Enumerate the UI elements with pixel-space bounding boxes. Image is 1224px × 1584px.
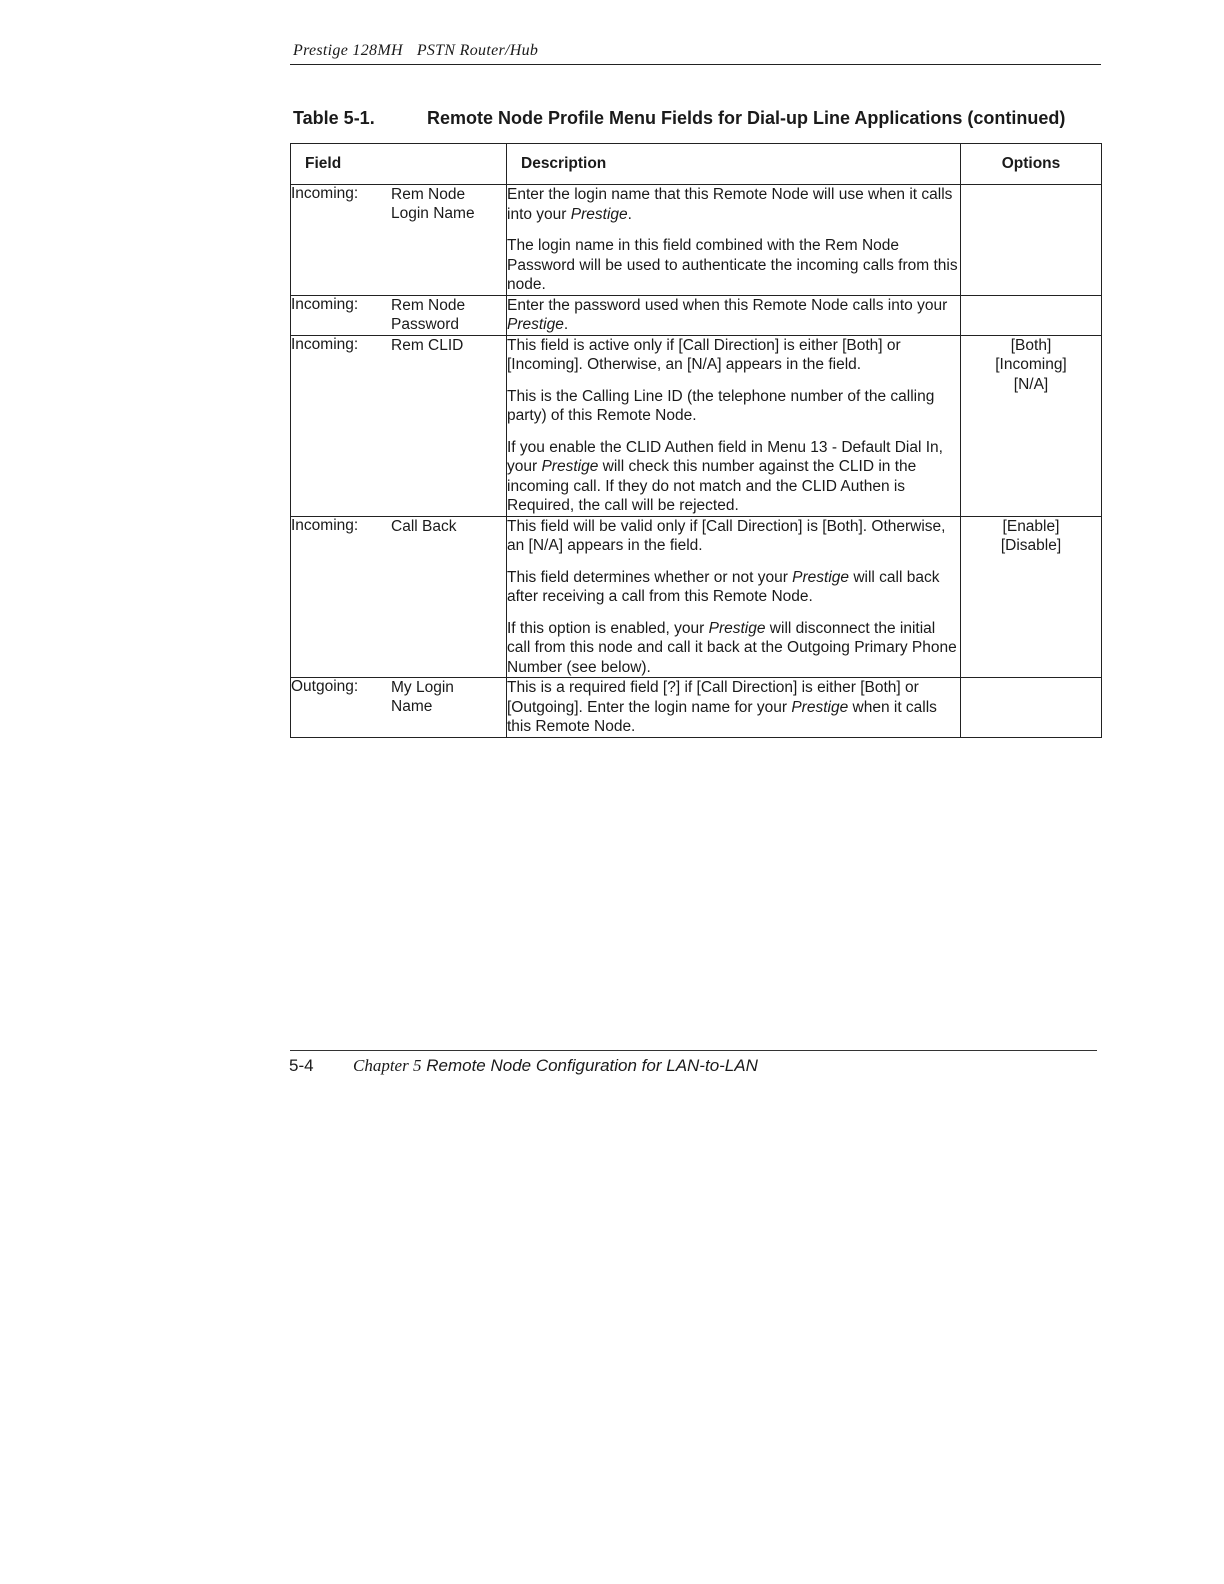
product-name-emphasis: Prestige [791, 698, 849, 716]
field-direction: Incoming: [291, 335, 359, 353]
field-name-line: Rem CLID [391, 336, 464, 354]
description-text: This is a required field [?] if [Call Direction] is either [Both] or [Outgoing]. Enter the login name for your [507, 679, 919, 716]
description-paragraph [507, 438, 960, 516]
description-text: . [627, 205, 632, 223]
field-name [391, 336, 463, 355]
page-number: 5-4 [289, 1056, 314, 1075]
table-caption [293, 108, 1103, 129]
option-value: [Both] [1010, 336, 1052, 354]
options-cell [961, 185, 1102, 296]
table-header-row [291, 144, 1102, 185]
description-text: Enter the login name that this Remote Node will use when it calls into your [507, 186, 953, 223]
product-name-emphasis: Prestige [507, 316, 564, 333]
footer-chapter: Chapter 5 [353, 1056, 422, 1075]
description-text: . [563, 316, 569, 333]
table-row [291, 678, 1102, 738]
options-cell [961, 295, 1102, 335]
field-direction: Outgoing: [291, 678, 359, 695]
footer-rule [290, 1050, 1097, 1051]
description-text: This field determines whether or not your [507, 568, 793, 586]
description-text: If this option is enabled, your [507, 619, 709, 637]
description-cell [507, 185, 961, 296]
field-name-line: Login Name [391, 205, 475, 222]
table-row [291, 295, 1102, 335]
field-name-line: Rem Node [391, 296, 466, 314]
options-cell [961, 335, 1102, 516]
field-name [391, 678, 454, 716]
field-direction: Incoming: [291, 516, 359, 534]
option-value: [N/A] [1013, 375, 1049, 393]
table-row [291, 335, 1102, 516]
description-text: will check this number against the CLID in the incoming call. If they do not match and the CLID Authen is Required, the call will be rejected. [507, 458, 917, 514]
options-cell [961, 678, 1102, 738]
product-name-emphasis: Prestige [541, 458, 599, 475]
fields-table [290, 143, 1102, 738]
field-name-line: Password [391, 315, 460, 333]
header-subtitle: PSTN Router/Hub [416, 42, 539, 59]
option-value: [Disable] [1000, 537, 1062, 554]
description-paragraph [507, 336, 960, 375]
description-text: This field will be valid only if [Call Direction] is [Both]. Otherwise, an [N/A] appears in the field. [507, 517, 946, 554]
field-direction: Incoming: [291, 185, 359, 202]
option-value: [Incoming] [995, 356, 1067, 373]
table-title: Remote Node Profile Menu Fields for Dial-up Line Applications (continued) [427, 108, 1066, 128]
description-text: will call back after receiving a call from this Remote Node. [507, 568, 940, 605]
options-cell [961, 516, 1102, 678]
table-body [291, 185, 1102, 738]
field-cell [291, 678, 507, 738]
field-name-line: Call Back [391, 517, 457, 535]
description-cell [507, 295, 961, 335]
field-name-line: Rem Node [391, 186, 466, 203]
running-footer [289, 1056, 758, 1076]
option-value: [Enable] [1002, 517, 1060, 535]
description-paragraph [507, 236, 960, 295]
field-name-line: Name [391, 698, 433, 715]
description-text: This is the Calling Line ID (the telephone number of the calling party) of this Remote Node. [507, 387, 935, 424]
field-direction: Incoming: [291, 295, 359, 313]
product-name-emphasis: Prestige [792, 568, 850, 586]
field-cell [291, 185, 507, 296]
header-description: Description [507, 144, 961, 185]
field-name-line: My Login [391, 679, 454, 696]
footer-chapter-title: Remote Node Configuration for LAN-to-LAN [426, 1056, 758, 1075]
description-text: will disconnect the initial call from this node and call it back at the Outgoing Primary Phone Number (see below). [507, 619, 957, 676]
description-cell [507, 335, 961, 516]
description-text: If you enable the CLID Authen field in Menu 13 - Default Dial In, your [507, 438, 943, 475]
field-cell [291, 335, 507, 516]
description-paragraph [507, 185, 960, 224]
running-header [293, 42, 538, 60]
description-paragraph [507, 568, 960, 607]
description-cell [507, 516, 961, 678]
header-field: Field [291, 144, 507, 185]
description-paragraph [507, 296, 960, 335]
description-text: when it calls this Remote Node. [507, 698, 937, 735]
field-cell [291, 295, 507, 335]
header-product: Prestige 128MH [293, 42, 403, 59]
table-number: Table 5-1. [293, 108, 375, 128]
description-cell [507, 678, 961, 738]
description-text: This field is active only if [Call Direction] is either [Both] or [Incoming]. Otherwise, an [N/A] appears in the field. [507, 336, 901, 373]
field-cell [291, 516, 507, 678]
product-name-emphasis: Prestige [708, 619, 766, 637]
description-text: The login name in this field combined with the Rem Node Password will be used to authenticate the incoming calls from this node. [507, 237, 958, 293]
description-text: Enter the password used when this Remote Node calls into your [507, 296, 948, 314]
field-name [391, 185, 475, 223]
header-options: Options [961, 144, 1102, 185]
field-name [391, 517, 456, 536]
description-paragraph [507, 387, 960, 426]
table-row [291, 185, 1102, 296]
description-paragraph [507, 517, 960, 556]
description-paragraph [507, 678, 960, 737]
description-paragraph [507, 619, 960, 678]
field-name [391, 296, 465, 334]
header-rule [290, 64, 1101, 65]
product-name-emphasis: Prestige [570, 205, 628, 223]
table-row [291, 516, 1102, 678]
